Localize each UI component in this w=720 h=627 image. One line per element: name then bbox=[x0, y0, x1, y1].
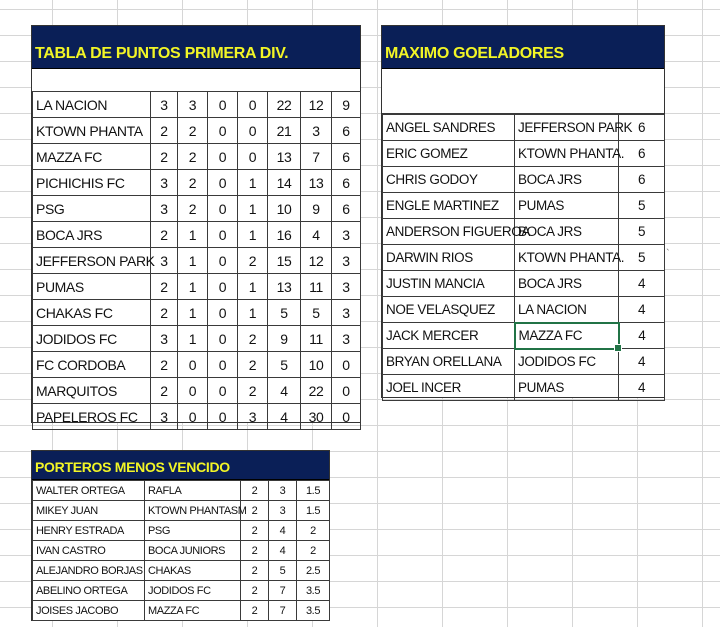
cell[interactable]: 11 bbox=[301, 326, 332, 352]
standings-row bbox=[33, 300, 361, 326]
standings-row bbox=[33, 92, 361, 118]
cell[interactable]: 7 bbox=[269, 581, 297, 601]
cell[interactable]: 4 bbox=[269, 541, 297, 561]
scorer-row bbox=[383, 323, 665, 349]
cell[interactable]: BOCA JRS bbox=[515, 219, 619, 245]
cell[interactable]: 6 bbox=[619, 167, 665, 193]
cell[interactable]: 4 bbox=[269, 521, 297, 541]
cell[interactable]: 7 bbox=[269, 601, 297, 621]
cell[interactable]: JODIDOS FC bbox=[145, 581, 241, 601]
cell[interactable]: 0 bbox=[208, 196, 238, 222]
standings-row bbox=[33, 196, 361, 222]
scorers-title[interactable]: MAXIMO GOELADORES bbox=[382, 26, 664, 69]
cell[interactable]: 2 bbox=[178, 118, 208, 144]
scorers-spacer bbox=[382, 69, 664, 114]
cell[interactable]: 10 bbox=[301, 352, 332, 378]
cell[interactable]: LA NACION bbox=[33, 92, 151, 118]
cell[interactable]: 3 bbox=[151, 92, 178, 118]
cell[interactable]: 3 bbox=[151, 404, 178, 430]
cell[interactable]: 1 bbox=[178, 248, 208, 274]
cell[interactable]: 13 bbox=[268, 274, 301, 300]
cell[interactable]: 5 bbox=[301, 300, 332, 326]
cell[interactable]: 14 bbox=[268, 170, 301, 196]
cell[interactable]: DARWIN RIOS bbox=[383, 245, 515, 271]
cell[interactable]: 2 bbox=[241, 581, 269, 601]
standings-grid bbox=[32, 91, 361, 430]
cell[interactable]: 2 bbox=[238, 352, 268, 378]
cell[interactable]: 3 bbox=[151, 326, 178, 352]
cell[interactable]: 5 bbox=[268, 352, 301, 378]
scorer-row bbox=[383, 141, 665, 167]
cell[interactable]: JODIDOS FC bbox=[515, 349, 619, 375]
standings-spacer bbox=[32, 69, 360, 91]
cell[interactable]: PUMAS bbox=[33, 274, 151, 300]
cell[interactable]: 0 bbox=[238, 144, 268, 170]
cell[interactable]: 3 bbox=[238, 404, 268, 430]
cell[interactable]: 1 bbox=[238, 222, 268, 248]
cell[interactable]: 6 bbox=[332, 170, 361, 196]
cell[interactable]: 0 bbox=[208, 118, 238, 144]
cell[interactable]: BOCA JRS bbox=[33, 222, 151, 248]
cell[interactable]: CHAKAS FC bbox=[33, 300, 151, 326]
cell[interactable]: MAZZA FC bbox=[145, 601, 241, 621]
standings-row bbox=[33, 144, 361, 170]
cell[interactable]: PICHICHIS FC bbox=[33, 170, 151, 196]
cell[interactable]: 13 bbox=[301, 170, 332, 196]
cell[interactable]: PUMAS bbox=[515, 375, 619, 401]
standings-row bbox=[33, 404, 361, 430]
scorers-grid bbox=[382, 114, 665, 401]
scorer-row bbox=[383, 193, 665, 219]
cell[interactable]: BOCA JRS bbox=[515, 167, 619, 193]
cell[interactable]: 3 bbox=[151, 248, 178, 274]
cell[interactable]: 2 bbox=[241, 521, 269, 541]
cell[interactable]: 3.5 bbox=[297, 581, 330, 601]
cell[interactable]: 4 bbox=[301, 222, 332, 248]
cell[interactable]: KTOWN PHANTA. bbox=[515, 141, 619, 167]
cell[interactable]: 2 bbox=[151, 378, 178, 404]
cell[interactable]: 6 bbox=[619, 141, 665, 167]
standings-row bbox=[33, 352, 361, 378]
cell[interactable]: LA NACION bbox=[515, 297, 619, 323]
cell[interactable]: 6 bbox=[332, 118, 361, 144]
cell[interactable]: 1 bbox=[238, 274, 268, 300]
cell[interactable]: 4 bbox=[268, 378, 301, 404]
cell[interactable]: ANDERSON FIGUEROA bbox=[383, 219, 515, 245]
keepers-grid bbox=[32, 480, 330, 621]
cell[interactable]: 3 bbox=[332, 248, 361, 274]
cell[interactable]: 0 bbox=[208, 274, 238, 300]
top-scorers-table bbox=[381, 25, 665, 398]
cell[interactable]: 0 bbox=[208, 378, 238, 404]
cell[interactable]: 1 bbox=[178, 326, 208, 352]
cell[interactable]: 0 bbox=[332, 352, 361, 378]
cell[interactable]: 0 bbox=[208, 326, 238, 352]
cell[interactable]: 2 bbox=[178, 196, 208, 222]
cell[interactable]: ANGEL SANDRES bbox=[383, 115, 515, 141]
cell[interactable]: 9 bbox=[332, 92, 361, 118]
cell[interactable]: JACK MERCER bbox=[383, 323, 515, 349]
keeper-row bbox=[33, 501, 330, 521]
cell[interactable]: 7 bbox=[301, 144, 332, 170]
cell[interactable]: 2 bbox=[151, 352, 178, 378]
cell[interactable]: 4 bbox=[619, 349, 665, 375]
cell[interactable]: 2 bbox=[241, 501, 269, 521]
standings-row bbox=[33, 378, 361, 404]
scorer-row bbox=[383, 297, 665, 323]
cell[interactable]: 16 bbox=[268, 222, 301, 248]
standings-row bbox=[33, 118, 361, 144]
cell[interactable]: 0 bbox=[208, 300, 238, 326]
cell[interactable]: 1 bbox=[178, 222, 208, 248]
cell[interactable]: 0 bbox=[208, 248, 238, 274]
cell[interactable]: 2 bbox=[178, 170, 208, 196]
cell[interactable]: 6 bbox=[619, 115, 665, 141]
scorer-row bbox=[383, 219, 665, 245]
cell[interactable]: 0 bbox=[208, 92, 238, 118]
cell[interactable]: 2 bbox=[151, 300, 178, 326]
cell[interactable]: IVAN CASTRO bbox=[33, 541, 145, 561]
cell[interactable]: 2 bbox=[297, 541, 330, 561]
cell[interactable]: 1.5 bbox=[297, 501, 330, 521]
scorer-row bbox=[383, 349, 665, 375]
cell[interactable]: 13 bbox=[268, 144, 301, 170]
cell[interactable]: 4 bbox=[619, 297, 665, 323]
cell[interactable]: KTOWN PHANTASM bbox=[145, 501, 241, 521]
standings-row bbox=[33, 248, 361, 274]
keeper-row bbox=[33, 601, 330, 621]
cell[interactable]: 0 bbox=[208, 352, 238, 378]
scorer-row bbox=[383, 167, 665, 193]
cell[interactable]: 2 bbox=[178, 144, 208, 170]
cell[interactable]: 2.5 bbox=[297, 561, 330, 581]
cell[interactable]: 15 bbox=[268, 248, 301, 274]
cell[interactable]: JOEL INCER bbox=[383, 375, 515, 401]
cell[interactable]: 5 bbox=[619, 245, 665, 271]
cell[interactable]: 3 bbox=[151, 170, 178, 196]
cell[interactable]: BRYAN ORELLANA bbox=[383, 349, 515, 375]
cell[interactable]: RAFLA bbox=[145, 481, 241, 501]
cell[interactable]: 2 bbox=[241, 481, 269, 501]
cell[interactable]: HENRY ESTRADA bbox=[33, 521, 145, 541]
cell[interactable]: 2 bbox=[241, 601, 269, 621]
cell[interactable]: CHAKAS bbox=[145, 561, 241, 581]
cell[interactable]: MAZZA FC bbox=[33, 144, 151, 170]
cell[interactable]: 0 bbox=[332, 404, 361, 430]
cell[interactable]: 0 bbox=[238, 118, 268, 144]
cell[interactable]: 5 bbox=[619, 219, 665, 245]
cell[interactable]: 12 bbox=[301, 248, 332, 274]
cell[interactable]: CHRIS GODOY bbox=[383, 167, 515, 193]
keeper-row bbox=[33, 581, 330, 601]
cell[interactable]: MIKEY JUAN bbox=[33, 501, 145, 521]
cell[interactable]: 2 bbox=[241, 561, 269, 581]
standings-row bbox=[33, 326, 361, 352]
cell[interactable]: 2 bbox=[238, 248, 268, 274]
standings-row bbox=[33, 274, 361, 300]
standings-table bbox=[31, 25, 361, 423]
cell[interactable]: 5 bbox=[269, 561, 297, 581]
cell[interactable]: 30 bbox=[301, 404, 332, 430]
cell[interactable]: 2 bbox=[297, 521, 330, 541]
keeper-row bbox=[33, 481, 330, 501]
cell[interactable]: 2 bbox=[151, 118, 178, 144]
cell[interactable]: 1 bbox=[178, 274, 208, 300]
cell[interactable]: WALTER ORTEGA bbox=[33, 481, 145, 501]
cell[interactable]: PUMAS bbox=[515, 193, 619, 219]
cell[interactable]: 3 bbox=[151, 196, 178, 222]
cell[interactable]: 3 bbox=[301, 118, 332, 144]
cell[interactable]: KTOWN PHANTA bbox=[33, 118, 151, 144]
cell[interactable]: JEFFERSON PARK bbox=[33, 248, 151, 274]
cell[interactable]: PSG bbox=[145, 521, 241, 541]
cell[interactable]: 11 bbox=[301, 274, 332, 300]
cell[interactable]: KTOWN PHANTA. bbox=[515, 245, 619, 271]
cell[interactable]: BOCA JRS bbox=[515, 271, 619, 297]
cell[interactable]: 4 bbox=[619, 323, 665, 349]
cell[interactable]: PSG bbox=[33, 196, 151, 222]
cell[interactable]: JEFFERSON PARK bbox=[515, 115, 619, 141]
cell[interactable]: FC CORDOBA bbox=[33, 352, 151, 378]
cell[interactable]: JOISES JACOBO bbox=[33, 601, 145, 621]
cell[interactable]: JODIDOS FC bbox=[33, 326, 151, 352]
standings-row bbox=[33, 170, 361, 196]
keeper-row bbox=[33, 521, 330, 541]
cell[interactable]: BOCA JUNIORS bbox=[145, 541, 241, 561]
cell[interactable]: ENGLE MARTINEZ bbox=[383, 193, 515, 219]
cell[interactable]: 4 bbox=[619, 271, 665, 297]
cell[interactable]: ALEJANDRO BORJAS bbox=[33, 561, 145, 581]
scorer-row bbox=[383, 115, 665, 141]
cell[interactable]: 0 bbox=[208, 404, 238, 430]
scorer-row bbox=[383, 245, 665, 271]
cell[interactable]: 0 bbox=[238, 92, 268, 118]
cell[interactable]: 21 bbox=[268, 118, 301, 144]
cell[interactable]: 4 bbox=[619, 375, 665, 401]
cell[interactable]: 10 bbox=[268, 196, 301, 222]
cell[interactable]: 22 bbox=[301, 378, 332, 404]
goalkeepers-table bbox=[31, 450, 330, 621]
cell[interactable]: 3 bbox=[269, 501, 297, 521]
cell[interactable]: JUSTIN MANCIA bbox=[383, 271, 515, 297]
keeper-row bbox=[33, 541, 330, 561]
cell[interactable]: 6 bbox=[332, 144, 361, 170]
cell[interactable]: 3.5 bbox=[297, 601, 330, 621]
cell[interactable]: 9 bbox=[268, 326, 301, 352]
cell[interactable]: NOE VELASQUEZ bbox=[383, 297, 515, 323]
selected-cell[interactable]: MAZZA FC bbox=[515, 323, 619, 349]
cell[interactable]: 0 bbox=[208, 170, 238, 196]
cell[interactable]: 1 bbox=[238, 300, 268, 326]
cell[interactable]: 2 bbox=[151, 144, 178, 170]
stray-mark: ` bbox=[666, 248, 670, 260]
cell[interactable]: MARQUITOS bbox=[33, 378, 151, 404]
cell[interactable]: ABELINO ORTEGA bbox=[33, 581, 145, 601]
keeper-row bbox=[33, 561, 330, 581]
scorer-row bbox=[383, 271, 665, 297]
cell[interactable]: 2 bbox=[238, 378, 268, 404]
cell[interactable]: 0 bbox=[178, 404, 208, 430]
cell[interactable]: 0 bbox=[178, 378, 208, 404]
standings-row bbox=[33, 222, 361, 248]
cell[interactable]: 4 bbox=[268, 404, 301, 430]
standings-title[interactable]: TABLA DE PUNTOS PRIMERA DIV. bbox=[32, 26, 360, 69]
cell[interactable]: 0 bbox=[332, 378, 361, 404]
cell[interactable]: 5 bbox=[619, 193, 665, 219]
scorer-row bbox=[383, 375, 665, 401]
cell[interactable]: 2 bbox=[151, 274, 178, 300]
cell[interactable]: 1 bbox=[238, 196, 268, 222]
cell[interactable]: 5 bbox=[268, 300, 301, 326]
cell[interactable]: 3 bbox=[332, 326, 361, 352]
cell[interactable]: 2 bbox=[151, 222, 178, 248]
cell[interactable]: 3 bbox=[269, 481, 297, 501]
cell[interactable]: 12 bbox=[301, 92, 332, 118]
cell[interactable]: ERIC GOMEZ bbox=[383, 141, 515, 167]
cell[interactable]: 2 bbox=[238, 326, 268, 352]
cell[interactable]: 3 bbox=[332, 300, 361, 326]
cell[interactable]: 1.5 bbox=[297, 481, 330, 501]
keepers-title[interactable]: PORTEROS MENOS VENCIDO bbox=[32, 451, 329, 480]
cell[interactable]: 6 bbox=[332, 196, 361, 222]
cell[interactable]: 3 bbox=[332, 274, 361, 300]
cell[interactable]: 0 bbox=[208, 144, 238, 170]
cell[interactable]: 9 bbox=[301, 196, 332, 222]
cell[interactable]: PAPELEROS FC bbox=[33, 404, 151, 430]
cell[interactable]: 0 bbox=[178, 352, 208, 378]
cell[interactable]: 3 bbox=[332, 222, 361, 248]
fill-handle[interactable] bbox=[614, 344, 622, 352]
cell[interactable]: 0 bbox=[208, 222, 238, 248]
cell[interactable]: 1 bbox=[178, 300, 208, 326]
cell[interactable]: 22 bbox=[268, 92, 301, 118]
cell[interactable]: 1 bbox=[238, 170, 268, 196]
cell[interactable]: 3 bbox=[178, 92, 208, 118]
cell[interactable]: 2 bbox=[241, 541, 269, 561]
